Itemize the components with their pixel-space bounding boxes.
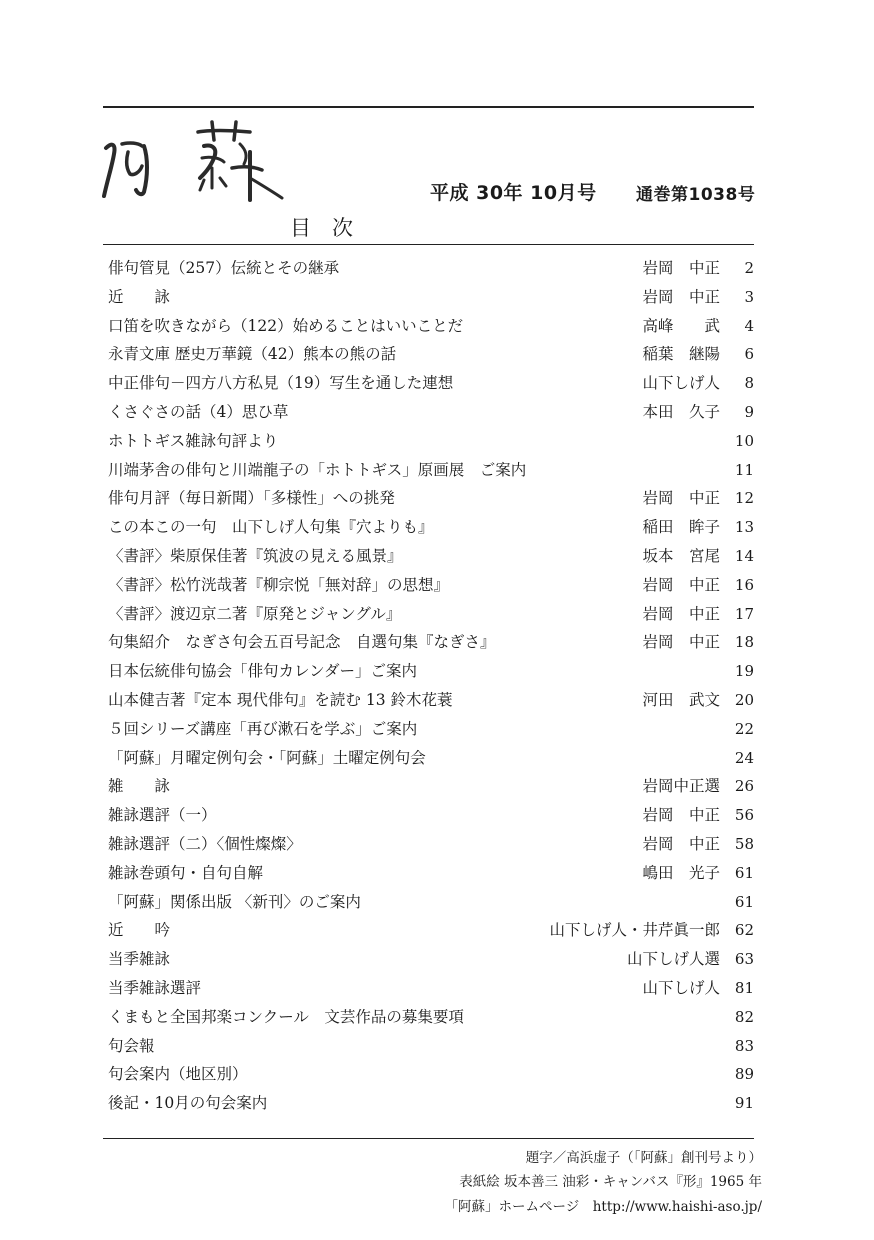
toc-title: 当季雑詠: [108, 950, 171, 969]
toc-author: 岩岡 中正: [642, 834, 720, 853]
toc-entry: [108, 427, 754, 456]
toc-entry: [108, 628, 754, 657]
toc-page-number: 11: [734, 460, 754, 479]
toc-page-number: 82: [734, 1007, 754, 1026]
toc-entry: [108, 542, 754, 571]
toc-entry: [108, 312, 754, 341]
homepage-url: 「阿蘇」ホームページ http://www.haishi-aso.jp/: [444, 1199, 762, 1215]
toc-title: 句集紹介 なぎさ句会五百号記念 自選句集『なぎさ』: [108, 633, 496, 652]
toc-page-number: 91: [734, 1094, 754, 1113]
toc-title: 「阿蘇」関係出版 〈新刊〉のご案内: [108, 892, 361, 911]
footer-rule: [103, 1138, 754, 1139]
toc-entry: [108, 974, 754, 1003]
toc-title: くさぐさの話（4）思ひ草: [108, 402, 289, 421]
toc-title: 雑詠選評（二）〈個性燦燦〉: [108, 834, 302, 853]
toc-page-number: 22: [734, 719, 754, 738]
toc-entry: [108, 744, 754, 773]
toc-title: 口笛を吹きながら（122）始めることはいいことだ: [108, 316, 464, 335]
toc-title: 後記・10月の句会案内: [108, 1094, 268, 1113]
toc-page-number: 14: [734, 546, 754, 565]
toc-page-number: 58: [734, 834, 754, 853]
toc-entry: [108, 571, 754, 600]
calligraphy-credit: 題字／高浜虚子（「阿蘇」創刊号より）: [525, 1150, 762, 1166]
issue-date: 平成 30年 10月号: [430, 182, 597, 204]
toc-author: 山下しげ人: [642, 374, 720, 393]
toc-entry: [108, 254, 754, 283]
toc-entry: [108, 830, 754, 859]
toc-entry: [108, 945, 754, 974]
toc-title: 雑詠選評（一）: [108, 806, 217, 825]
toc-title: 中正俳句－四方八方私見（19）写生を通した連想: [108, 374, 454, 393]
toc-title: 俳句管見（257）伝統とその継承: [108, 259, 340, 277]
toc-author: 本田 久子: [642, 402, 720, 421]
toc-title: 句会案内（地区別）: [108, 1065, 248, 1084]
toc-page-number: 19: [734, 662, 754, 681]
toc-author: 岩岡 中正: [642, 806, 720, 825]
cover-art-credit: 表紙絵 坂本善三 油彩・キャンバス『形』1965 年: [459, 1174, 762, 1190]
toc-title: 雑 詠: [108, 777, 171, 796]
toc-author: 山下しげ人・井芹眞一郎: [549, 921, 720, 940]
toc-entry: [108, 715, 754, 744]
toc-author: 稲葉 継陽: [642, 345, 720, 364]
toc-entry: [108, 686, 754, 715]
toc-page-number: 81: [734, 978, 754, 997]
toc-entry: [108, 1089, 754, 1118]
toc-page-number: 8: [744, 374, 754, 393]
toc-entry: [108, 600, 754, 629]
toc-title: 日本伝統俳句協会「俳句カレンダー」ご案内: [108, 662, 417, 681]
contents-rule: [103, 244, 754, 245]
toc-page-number: 13: [734, 518, 754, 537]
toc-entry: [108, 1032, 754, 1061]
toc-page-number: 89: [734, 1065, 754, 1084]
toc-author: 岩岡 中正: [642, 287, 720, 306]
toc-page-number: 61: [734, 892, 754, 911]
toc-title: 山本健吉著『定本 現代俳句』を読む 13 鈴木花蓑: [108, 690, 453, 709]
toc-entry: [108, 657, 754, 686]
toc-page-number: 9: [744, 402, 754, 421]
toc-author: 嶋田 光子: [642, 863, 720, 882]
toc-page-number: 63: [734, 950, 754, 969]
toc-title: ホトトギス雑詠句評より: [108, 431, 279, 450]
toc-author: 岩岡 中正: [642, 259, 720, 277]
table-of-contents: [108, 254, 754, 1118]
toc-entry: [108, 888, 754, 917]
toc-title: 句会報: [108, 1036, 155, 1055]
toc-page-number: 62: [734, 921, 754, 940]
toc-title: ５回シリーズ講座「再び漱石を学ぶ」ご案内: [108, 719, 418, 738]
toc-entry: [108, 340, 754, 369]
toc-entry: [108, 1003, 754, 1032]
toc-title: この本この一句 山下しげ人句集『穴よりも』: [108, 518, 434, 537]
toc-page-number: 2: [744, 259, 754, 277]
issue-volume-number: 通巻第1038号: [636, 185, 756, 205]
toc-title: 〈書評〉松竹洸哉著『柳宗悦「無対辞」の思想』: [108, 575, 450, 594]
toc-page-number: 24: [734, 748, 754, 767]
toc-page-number: 10: [734, 431, 754, 450]
toc-author: 山下しげ人: [642, 978, 720, 997]
toc-entry: [108, 456, 754, 485]
toc-title: 近 詠: [108, 287, 171, 306]
toc-title: 川端茅舎の俳句と川端龍子の「ホトトギス」原画展 ご案内: [108, 460, 527, 479]
toc-author: 河田 武文: [642, 690, 720, 709]
toc-title: 〈書評〉柴原保佳著『筑波の見える風景』: [108, 546, 403, 565]
toc-entry: [108, 283, 754, 312]
toc-entry: [108, 398, 754, 427]
toc-title: 当季雑詠選評: [108, 978, 202, 997]
contents-heading: 目 次: [290, 216, 353, 240]
toc-title: 永青文庫 歴史万華鏡（42）熊本の熊の話: [108, 345, 397, 364]
toc-page-number: 12: [734, 489, 754, 508]
toc-author: 山下しげ人選: [626, 950, 720, 969]
toc-entry: [108, 513, 754, 542]
toc-entry: [108, 772, 754, 801]
toc-entry: [108, 916, 754, 945]
toc-entry: [108, 484, 754, 513]
toc-author: 岩岡中正選: [642, 777, 720, 796]
toc-title: 〈書評〉渡辺京二著『原発とジャングル』: [108, 604, 402, 623]
toc-page-number: 83: [734, 1036, 754, 1055]
toc-author: 坂本 宮尾: [642, 546, 720, 565]
top-rule: [103, 106, 754, 108]
toc-entry: [108, 369, 754, 398]
toc-page-number: 61: [734, 863, 754, 882]
toc-title: 雑詠巻頭句・自句自解: [108, 863, 264, 882]
toc-author: 高峰 武: [642, 316, 720, 335]
toc-title: 「阿蘇」月曜定例句会・「阿蘇」土曜定例句会: [108, 748, 426, 767]
toc-page-number: 3: [744, 287, 754, 306]
toc-page-number: 16: [734, 575, 754, 594]
toc-entry: [108, 1060, 754, 1089]
toc-author: 稲田 眸子: [642, 518, 720, 537]
toc-page-number: 26: [734, 777, 754, 796]
toc-page-number: 18: [734, 633, 754, 652]
toc-author: 岩岡 中正: [642, 633, 720, 652]
toc-page-number: 6: [744, 345, 754, 364]
toc-title: 近 吟: [108, 921, 171, 940]
toc-page-number: 17: [734, 604, 754, 623]
toc-entry: [108, 801, 754, 830]
toc-author: 岩岡 中正: [642, 604, 720, 623]
toc-page-number: 20: [734, 690, 754, 709]
toc-page-number: 56: [734, 806, 754, 825]
aso-calligraphy-logo: [100, 118, 290, 210]
toc-entry: [108, 859, 754, 888]
toc-title: くまもと全国邦楽コンクール 文芸作品の募集要項: [108, 1007, 464, 1026]
toc-title: 俳句月評（毎日新聞）「多様性」への挑発: [108, 489, 395, 508]
toc-author: 岩岡 中正: [642, 489, 720, 508]
toc-page-number: 4: [744, 316, 754, 335]
toc-author: 岩岡 中正: [642, 575, 720, 594]
